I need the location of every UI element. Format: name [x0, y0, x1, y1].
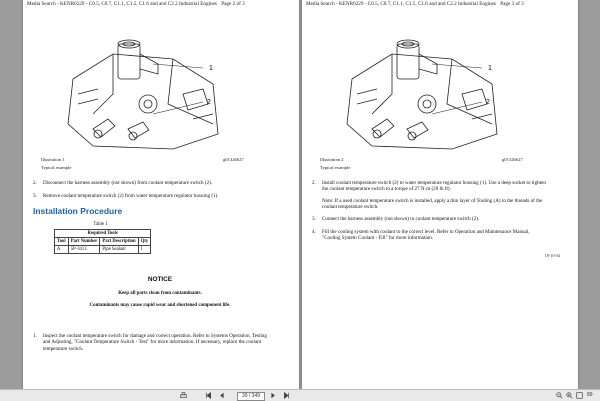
step-note: Note: If a used coolant temperature switch is installed, apply a thin layer of Tooling (A) to the threads of the coolant temperature switch. — [322, 198, 543, 211]
notice-line: Contaminants may cause rapid wear and shortened component life. — [89, 303, 231, 308]
callout-2: 2 — [486, 99, 490, 106]
table-row: A 5P-3413 Pipe Sealant 1 — [55, 246, 151, 254]
print-icon[interactable] — [180, 392, 187, 399]
header-title: Media Search - KENR6229 - C0.5, C0.7, C1.1, C1.5, C1.6 and and C2.2 Industrial Engines — [306, 1, 496, 7]
callout-1: 1 — [488, 65, 492, 72]
first-page-icon[interactable] — [205, 392, 212, 399]
step-item: 3. Connect the harness assembly (not shown) to coolant temperature switch (2). — [312, 216, 480, 222]
step-item: 3. Remove coolant temperature switch (2) from water temperature regulator housing (1). — [33, 193, 219, 199]
illustration-label: Illustration 2 — [320, 157, 344, 162]
table-header: Qty — [138, 238, 151, 246]
illustration-caption: Typical example — [41, 165, 72, 170]
notice-title: NOTICE — [147, 276, 173, 283]
illustration-id: g01326627 — [223, 157, 244, 162]
page-header — [27, 1, 245, 7]
zoom-in-icon[interactable] — [566, 392, 573, 399]
step-item: 1. Inspect the coolant temperature switch for damage and correct operation. Refer to Systems Operation, Testing and Adjusting, "Coolant Temperature Switch - Test" for more information. If necessary, replace the coolant temperature switch. — [33, 333, 267, 352]
section-heading: Installation Procedure — [33, 206, 123, 216]
callout-1: 1 — [209, 65, 213, 72]
zoom-out-icon[interactable] — [556, 392, 563, 399]
fit-icon[interactable] — [576, 392, 583, 399]
zoom-label[interactable]: 89 — [587, 392, 593, 398]
header-title: Media Search - KENR6229 - C0.5, C0.7, C1.1, C1.5, C1.6 and and C2.2 Industrial Engines — [27, 1, 217, 7]
table-caption: Table 1 — [93, 222, 108, 227]
header-page-number: Page 3 of 3 — [500, 1, 524, 7]
required-tools-table — [54, 229, 151, 254]
callout-2: 2 — [207, 99, 211, 106]
table-header: Part Description — [100, 238, 138, 246]
illustration-label: Illustration 1 — [41, 157, 65, 162]
page-number-input[interactable]: 39 / 349 — [237, 392, 265, 401]
table-header: Tool — [55, 238, 69, 246]
illustration-engine-part — [53, 34, 243, 154]
reference-code: 18-10-04 — [544, 253, 560, 258]
illustration-engine-part — [332, 34, 522, 154]
illustration-caption: Typical example — [320, 165, 351, 170]
notice-line: Keep all parts clean from contaminants. — [118, 291, 202, 296]
header-page-number: Page 2 of 3 — [221, 1, 245, 7]
viewer-toolbar — [0, 389, 600, 401]
page-right — [302, 0, 578, 389]
table-title: Required Tools — [55, 230, 151, 238]
illustration-id: g01326627 — [502, 157, 523, 162]
next-page-icon[interactable] — [270, 392, 277, 399]
step-item: 2. Disconnect the harness assembly (not shown) from coolant temperature switch (2). — [33, 180, 213, 186]
step-item: 2. Install coolant temperature switch (2) to water temperature regulator housing (1). Use a deep socket to tighten the coolant temperature switch to a torque of 27 N·m (20 lb ft). — [312, 180, 546, 193]
notice-box — [55, 276, 265, 315]
table-header: Part Number — [68, 238, 100, 246]
last-page-icon[interactable] — [283, 392, 290, 399]
page-header — [306, 1, 524, 7]
page-left — [23, 0, 299, 389]
prev-page-icon[interactable] — [218, 392, 225, 399]
step-item: 4. Fill the cooling system with coolant to the correct level. Refer to Operation and Maintenance Manual, "Cooling System Coolant - Fill" for more information. — [312, 229, 530, 242]
